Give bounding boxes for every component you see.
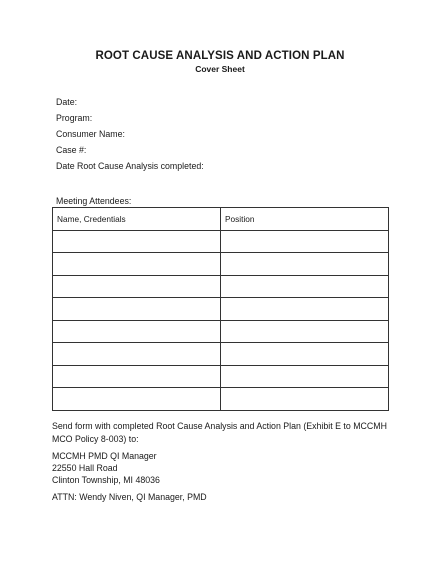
field-case-number-label: Case #: <box>56 145 87 155</box>
table-header-row <box>53 208 389 231</box>
table-row <box>53 230 389 253</box>
attendees-label: Meeting Attendees: <box>56 196 132 206</box>
table-row <box>53 388 389 411</box>
send-instructions: Send form with completed Root Cause Analysis and Action Plan (Exhibit E to MCCMH MCO Policy 8-003) to: <box>52 421 387 444</box>
position-cell[interactable] <box>221 365 389 388</box>
address-line-2: 22550 Hall Road <box>52 463 118 473</box>
position-cell[interactable] <box>221 343 389 366</box>
position-cell[interactable] <box>221 388 389 411</box>
table-row <box>53 275 389 298</box>
document-title: ROOT CAUSE ANALYSIS AND ACTION PLAN <box>95 50 345 62</box>
name-credentials-cell[interactable] <box>53 388 221 411</box>
name-credentials-cell[interactable] <box>53 253 221 276</box>
field-date-label: Date: <box>56 97 78 107</box>
field-rca-completed-date-label: Date Root Cause Analysis completed: <box>56 161 204 171</box>
position-cell[interactable] <box>221 275 389 298</box>
table-row <box>53 320 389 343</box>
attention-line: ATTN: Wendy Niven, QI Manager, PMD <box>52 492 207 502</box>
attendees-table <box>52 207 389 411</box>
name-credentials-cell[interactable] <box>53 343 221 366</box>
mailing-address <box>52 450 160 486</box>
name-credentials-cell[interactable] <box>53 275 221 298</box>
info-fields <box>56 97 204 177</box>
field-consumer-name-label: Consumer Name: <box>56 129 125 139</box>
name-credentials-cell[interactable] <box>53 365 221 388</box>
table-row <box>53 298 389 321</box>
table-row <box>53 253 389 276</box>
name-credentials-cell[interactable] <box>53 230 221 253</box>
field-program-label: Program: <box>56 113 93 123</box>
column-header-name-credentials: Name, Credentials <box>53 208 221 231</box>
document-subtitle: Cover Sheet <box>195 64 245 74</box>
position-cell[interactable] <box>221 298 389 321</box>
name-credentials-cell[interactable] <box>53 298 221 321</box>
table-row <box>53 343 389 366</box>
name-credentials-cell[interactable] <box>53 320 221 343</box>
table-row <box>53 365 389 388</box>
address-line-3: Clinton Township, MI 48036 <box>52 475 160 485</box>
address-line-1: MCCMH PMD QI Manager <box>52 451 157 461</box>
position-cell[interactable] <box>221 230 389 253</box>
position-cell[interactable] <box>221 320 389 343</box>
column-header-position: Position <box>221 208 389 231</box>
position-cell[interactable] <box>221 253 389 276</box>
